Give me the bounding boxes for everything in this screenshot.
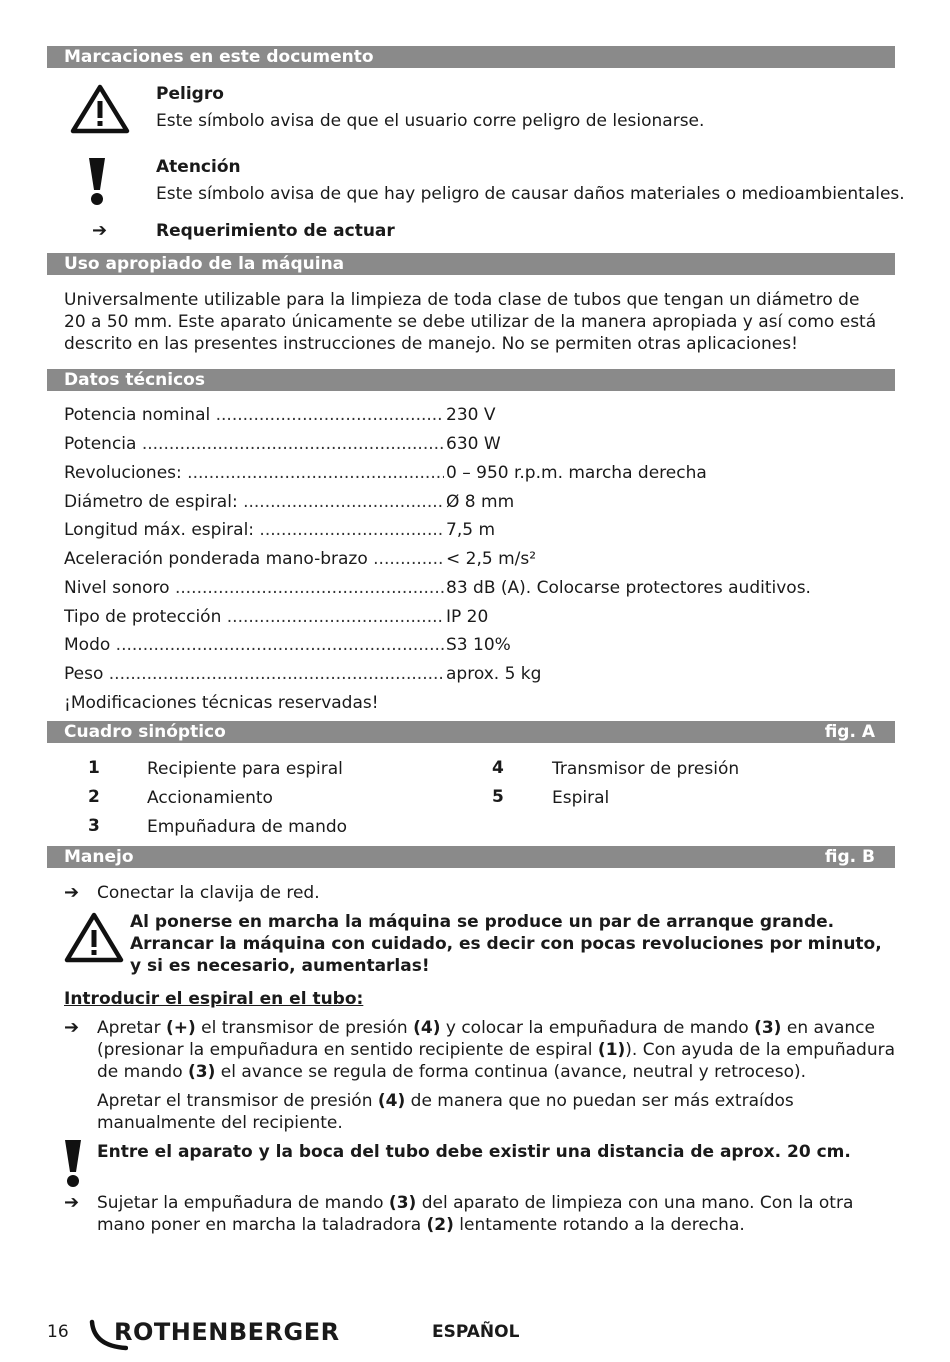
operation-step-continued: Apretar el transmisor de presión (4) de manera que no puedan ser más extraídos manualmente del recipiente. bbox=[97, 1091, 794, 1133]
part-label: Empuñadura de mando bbox=[147, 817, 348, 837]
brand-logo-text: ROTHENBERGER bbox=[114, 1318, 340, 1346]
spec-row: Nivel sonoro ..... 83 dB (A). Colocarse protectores auditivos. bbox=[64, 574, 844, 603]
attention-title: Atención bbox=[156, 157, 241, 177]
arrow-right-icon: ➔ bbox=[64, 1192, 80, 1213]
spec-row: Diámetro de espiral: ..... Ø 8 mm bbox=[64, 488, 844, 517]
attention-text: Este símbolo avisa de que hay peligro de causar daños materiales o medioambientales. bbox=[156, 184, 905, 204]
part-label: Accionamiento bbox=[147, 788, 273, 808]
warning-triangle-icon bbox=[70, 84, 130, 134]
language-label: ESPAÑOL bbox=[432, 1322, 520, 1342]
arrow-right-icon: ➔ bbox=[64, 1017, 80, 1038]
specs-note: ¡Modificaciones técnicas reservadas! bbox=[64, 693, 379, 713]
part-number: 3 bbox=[88, 816, 100, 836]
spec-row: Potencia nominal ..... 230 V bbox=[64, 401, 844, 430]
spec-row: Longitud máx. espiral: ..... 7,5 m bbox=[64, 516, 844, 545]
action-title: Requerimiento de actuar bbox=[156, 221, 395, 241]
spec-row: Potencia ..... 630 W bbox=[64, 430, 844, 459]
use-paragraph: Universalmente utilizable para la limpieza de toda clase de tubos que tengan un diámetro de 20 a 50 mm. Este aparato únicamente se debe utilizar de la manera apropiada y así como está descrito en las presentes instrucciones de manejo. No se permiten otras aplicaciones! bbox=[64, 290, 877, 354]
spec-row: Aceleración ponderada mano-brazo ..... < 2,5 m/s² bbox=[64, 545, 844, 574]
danger-text: Este símbolo avisa de que el usuario corre peligro de lesionarse. bbox=[156, 111, 705, 131]
exclamation-icon bbox=[62, 1138, 84, 1188]
operation-step: Sujetar la empuñadura de mando (3) del aparato de limpieza con una mano. Con la otra mano poner en marcha la taladradora (2) lentamente rotando a la derecha. bbox=[97, 1193, 854, 1235]
arrow-right-icon: ➔ bbox=[92, 220, 108, 241]
spec-row: Tipo de protección ..... IP 20 bbox=[64, 603, 844, 632]
section-heading-overview: Cuadro sinóptico fig. A bbox=[47, 721, 895, 743]
danger-title: Peligro bbox=[156, 84, 224, 104]
part-number: 2 bbox=[88, 787, 100, 807]
spec-row: Modo ..... S3 10% bbox=[64, 631, 844, 660]
operation-attention: Entre el aparato y la boca del tubo debe existir una distancia de aprox. 20 cm. bbox=[97, 1142, 851, 1162]
section-heading-tech: Datos técnicos bbox=[47, 369, 895, 391]
section-heading-markings: Marcaciones en este documento bbox=[47, 46, 895, 68]
part-label: Espiral bbox=[552, 788, 610, 808]
part-number: 5 bbox=[492, 787, 504, 807]
spec-row: Peso ..... aprox. 5 kg bbox=[64, 660, 844, 689]
page-number: 16 bbox=[47, 1322, 69, 1342]
operation-subheading: Introducir el espiral en el tubo: bbox=[64, 989, 364, 1009]
spec-row: Revoluciones: ..... 0 – 950 r.p.m. marcha derecha bbox=[64, 459, 844, 488]
section-heading-use: Uso apropiado de la máquina bbox=[47, 253, 895, 275]
arrow-right-icon: ➔ bbox=[64, 882, 80, 903]
part-label: Recipiente para espiral bbox=[147, 759, 343, 779]
section-heading-operation: Manejo fig. B bbox=[47, 846, 895, 868]
operation-step: Apretar (+) el transmisor de presión (4) y colocar la empuñadura de mando (3) en avance (presionar la empuñadura en sentido recipiente de espiral (1)). Con ayuda de la empuñadura de mando (3) el avance se regula de forma continua (avance, neutral y retroceso). bbox=[97, 1018, 895, 1082]
operation-warning: Al ponerse en marcha la máquina se produce un par de arranque grande. Arrancar la máquina con cuidado, es decir con pocas revoluciones por minuto, y si es necesario, aumentarlas! bbox=[130, 912, 882, 976]
part-number: 4 bbox=[492, 758, 504, 778]
exclamation-icon bbox=[86, 156, 108, 206]
operation-step: Conectar la clavija de red. bbox=[97, 883, 320, 903]
warning-triangle-icon bbox=[64, 912, 124, 964]
part-label: Transmisor de presión bbox=[552, 759, 740, 779]
part-number: 1 bbox=[88, 758, 100, 778]
